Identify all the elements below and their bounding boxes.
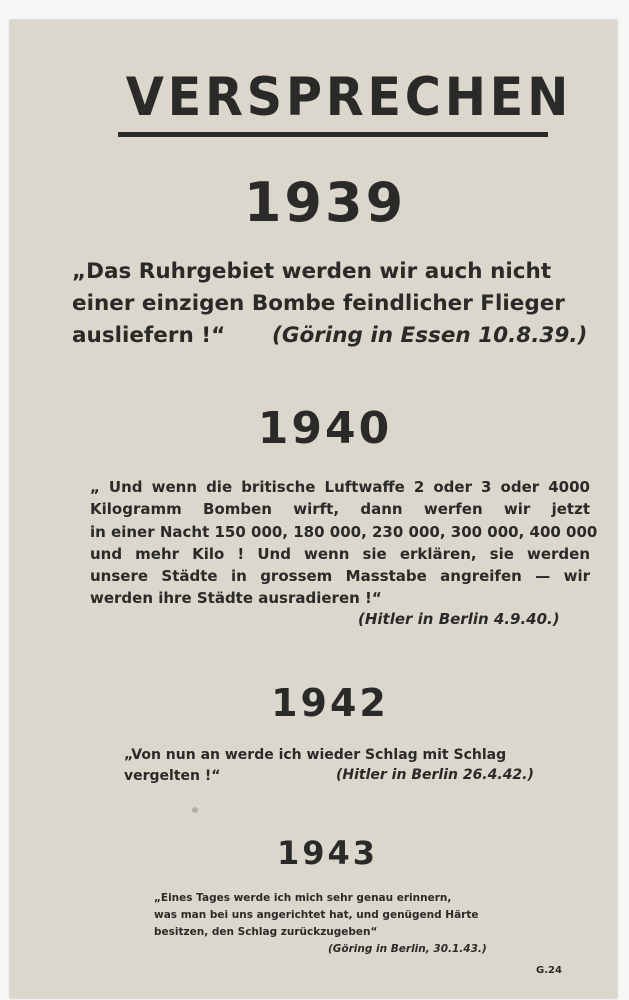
quote-line: „Das Ruhrgebiet werden wir auch nicht <box>72 259 552 284</box>
source-1943: (Göring in Berlin, 30.1.43.) <box>328 943 487 955</box>
quote-line: „Eines Tages werde ich mich sehr genau erinnern, <box>154 892 452 904</box>
quote-line: Kilogramm Bomben wirft, dann werfen wir jetzt <box>90 500 590 519</box>
year-1939-heading: 1939 <box>243 171 407 234</box>
quote-line: werden ihre Städte ausradieren !“ <box>90 589 382 608</box>
quote-line: unsere Städte in grossem Masstabe angreifen — wir <box>90 567 590 586</box>
quote-line: „ Und wenn die britische Luftwaffe 2 oder 3 oder 4000 <box>90 478 590 496</box>
quote-line: einer einzigen Bombe feindlicher Flieger <box>72 291 565 316</box>
source-1939: (Göring in Essen 10.8.39.) <box>272 323 588 348</box>
source-1940: (Hitler in Berlin 4.9.40.) <box>358 610 560 628</box>
quote-line: und mehr Kilo ! Und wenn sie erklären, sie werden <box>90 544 590 563</box>
quote-line: ausliefern !“ <box>72 323 226 348</box>
quote-1940 <box>90 476 598 610</box>
quote-line: besitzen, den Schlag zurückzugeben“ <box>154 926 378 938</box>
quote-line: „Von nun an werde ich wieder Schlag mit Schlag <box>124 747 507 763</box>
quote-1943 <box>154 890 514 941</box>
paper-blemish <box>192 807 198 813</box>
quote-line: vergelten !“ <box>124 768 221 784</box>
year-1940-heading: 1940 <box>257 403 393 454</box>
quote-line: in einer Nacht 150 000, 180 000, 230 000, 300 000, 400 000 <box>90 522 598 541</box>
year-1942-heading: 1942 <box>271 681 389 725</box>
leaflet-title: VERSPRECHEN <box>125 67 573 128</box>
quote-line: was man bei uns angerichtet hat, und genügend Härte <box>154 909 479 921</box>
source-1942: (Hitler in Berlin 26.4.42.) <box>336 767 534 783</box>
print-code: G.24 <box>536 965 562 976</box>
title-underline <box>118 132 548 137</box>
year-1943-heading: 1943 <box>276 834 379 872</box>
leaflet-page <box>10 20 617 998</box>
